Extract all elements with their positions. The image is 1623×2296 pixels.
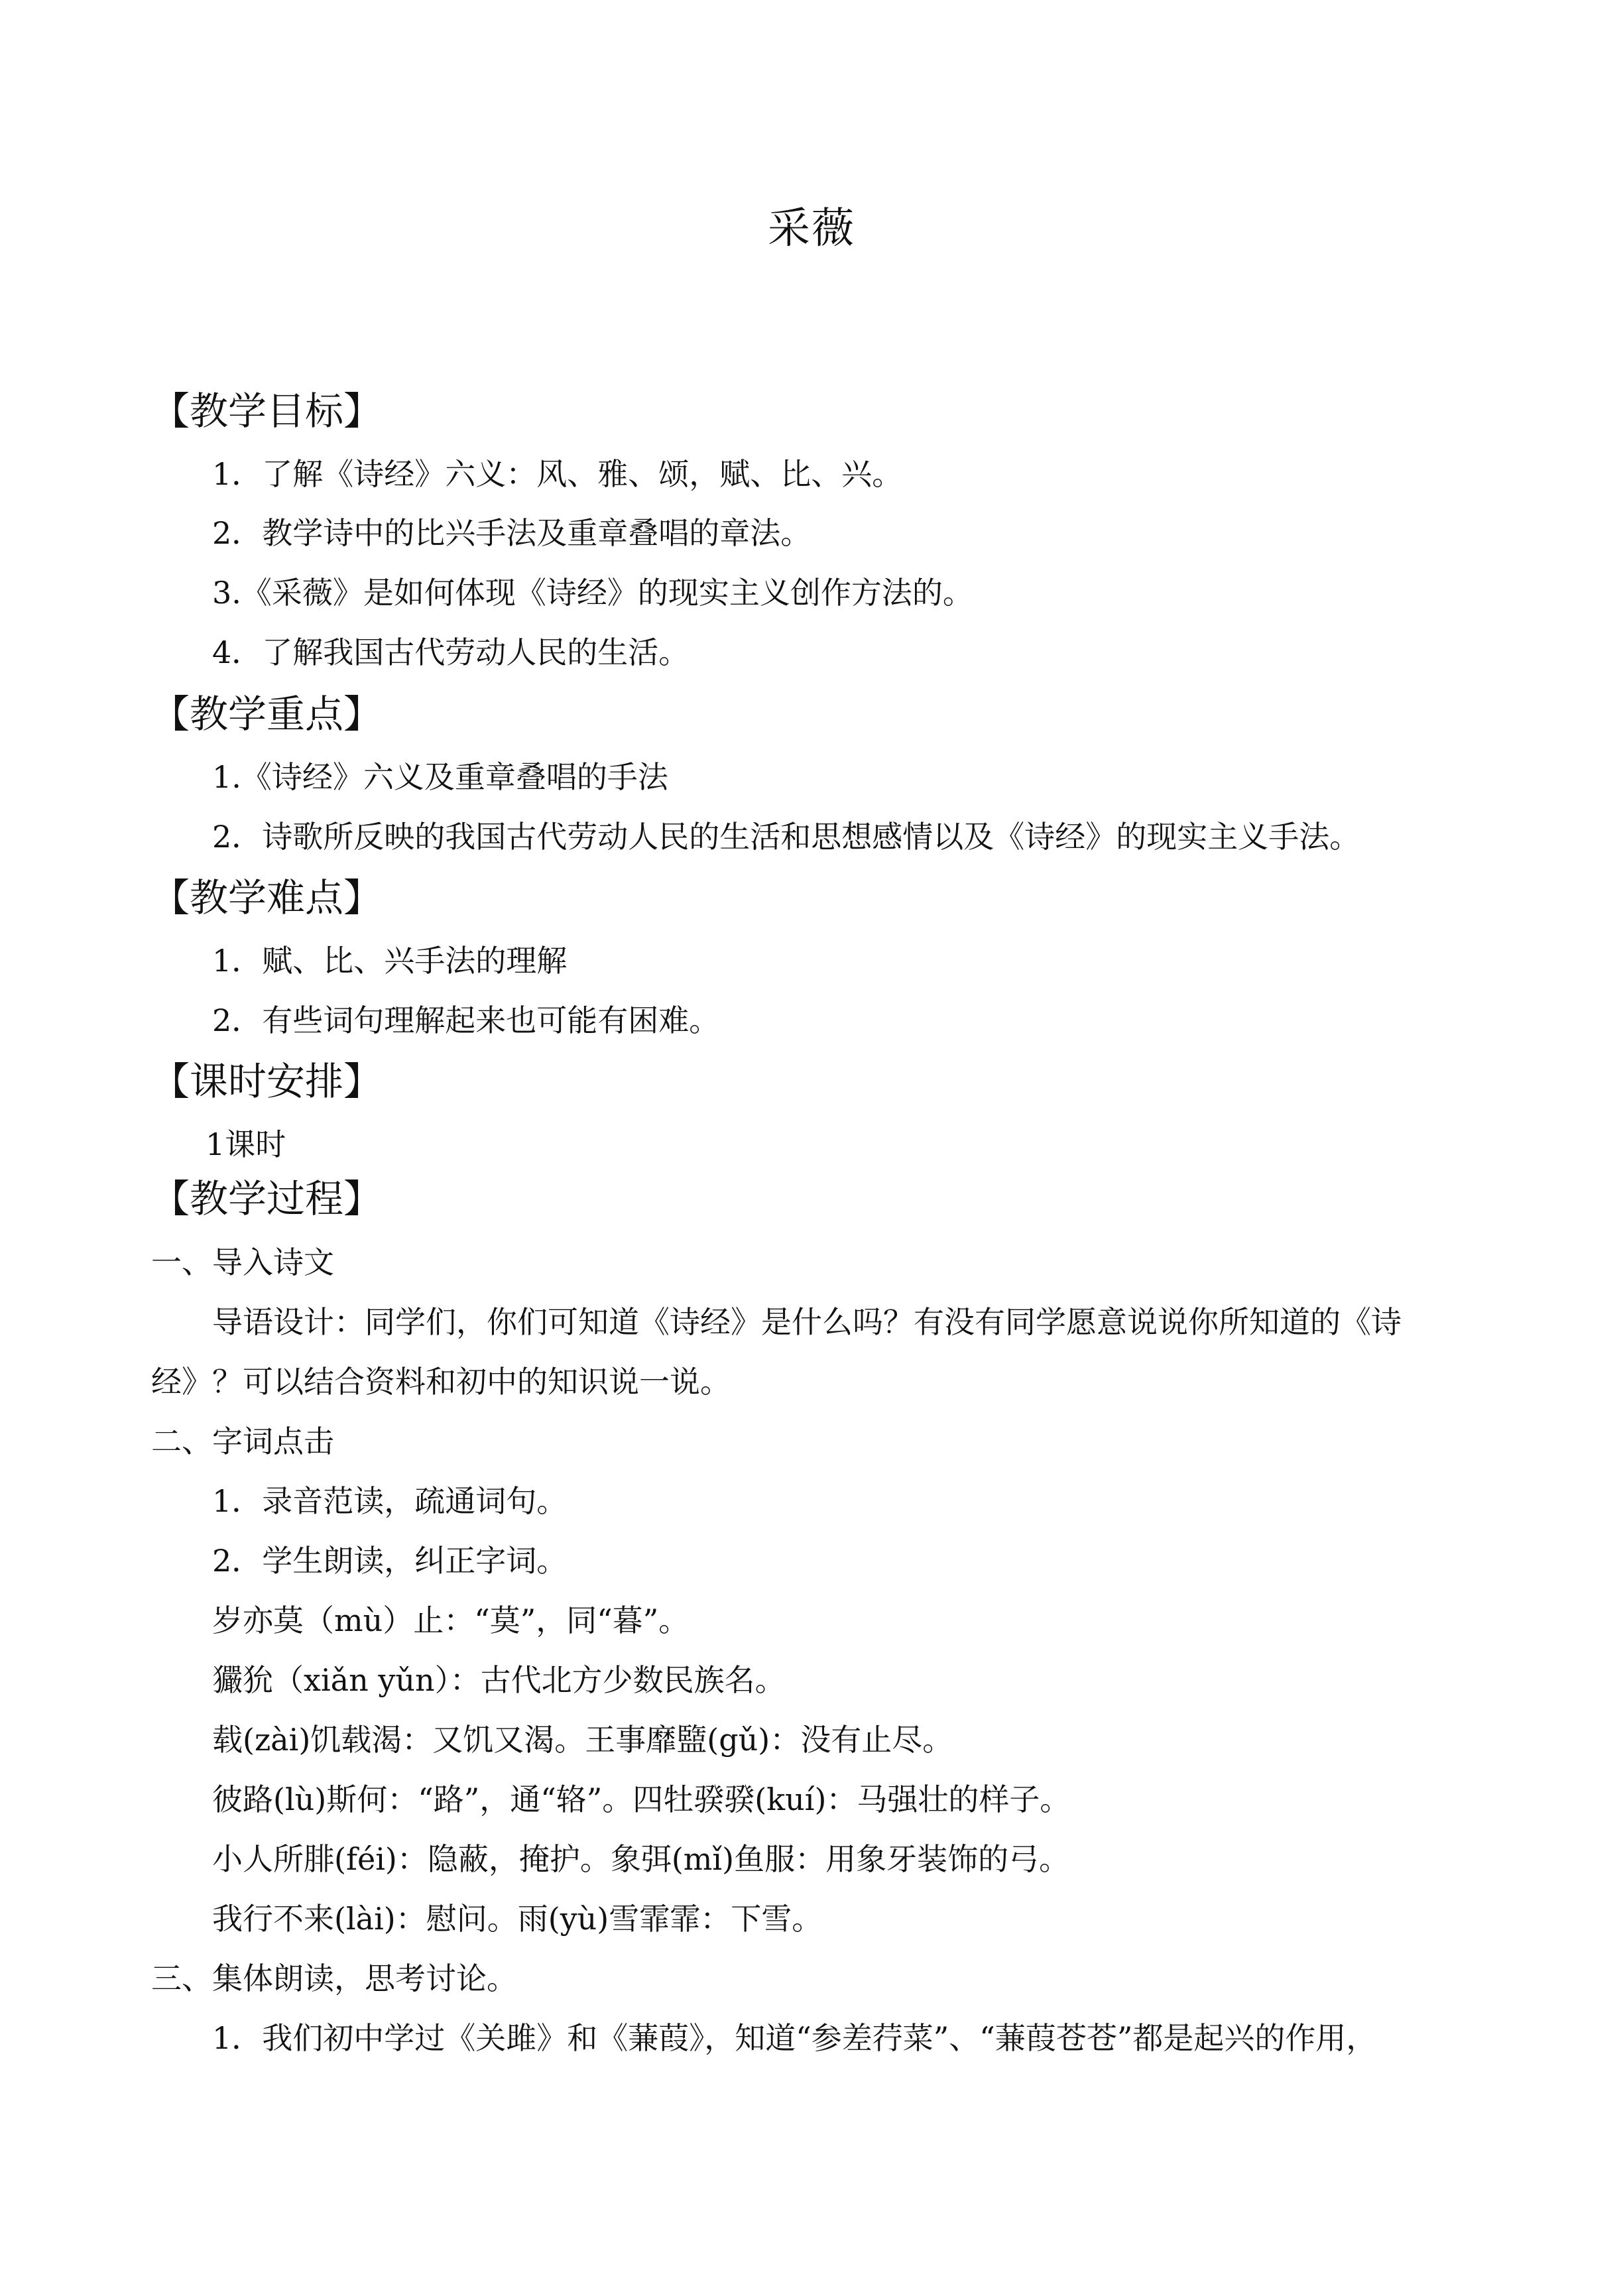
section-1-paragraph-line-1: 导语设计：同学们，你们可知道《诗经》是什么吗？有没有同学愿意说说你所知道的《诗 (212, 1304, 1402, 1340)
schedule-text: 1课时 (206, 1126, 286, 1162)
vocab-line: 玁狁（xiǎn yǔn）：古代北方少数民族名。 (212, 1662, 786, 1698)
difficulty-2: 2．有些词句理解起来也可能有困难。 (212, 1002, 720, 1038)
heading-teaching-process: 【教学过程】 (151, 1176, 383, 1221)
section-3-title: 三、集体朗读，思考讨论。 (151, 1961, 517, 1996)
vocab-line: 小人所腓(féi)：隐蔽，掩护。象弭(mǐ)鱼服：用象牙装饰的弓。 (212, 1841, 1070, 1877)
document-title: 采薇 (768, 204, 855, 253)
goal-item-1: 1．了解《诗经》六义：风、雅、颂，赋、比、兴。 (212, 456, 903, 492)
section-2-item: 1．录音范读，疏通词句。 (212, 1483, 568, 1519)
key-point-2: 2．诗歌所反映的我国古代劳动人民的生活和思想感情以及《诗经》的现实主义手法。 (212, 819, 1360, 855)
vocab-line: 彼路(lù)斯何：“路”，通“辂”。四牡骙骙(kuí)：马强壮的样子。 (212, 1782, 1071, 1817)
vocab-line: 岁亦莫（mù）止：“莫”，同“暮”。 (212, 1602, 690, 1638)
vocab-line: 载(zài)饥载渴：又饥又渴。王事靡盬(gǔ)：没有止尽。 (212, 1722, 953, 1758)
section-2-title: 二、字词点击 (151, 1423, 334, 1459)
difficulty-1: 1．赋、比、兴手法的理解 (212, 943, 568, 979)
key-point-1: 1.《诗经》六义及重章叠唱的手法 (212, 759, 668, 795)
goal-item-3: 3.《采薇》是如何体现《诗经》的现实主义创作方法的。 (212, 575, 973, 611)
heading-teaching-goals: 【教学目标】 (151, 389, 383, 434)
section-1-paragraph-line-2: 经》？可以结合资料和初中的知识说一说。 (151, 1364, 731, 1400)
section-1-title: 一、导入诗文 (151, 1244, 334, 1280)
vocab-line: 我行不来(lài)：慰问。雨(yù)雪霏霏：下雪。 (212, 1901, 823, 1937)
goal-item-4: 4．了解我国古代劳动人民的生活。 (212, 634, 690, 670)
heading-key-points: 【教学重点】 (151, 692, 383, 737)
heading-schedule: 【课时安排】 (151, 1059, 383, 1104)
goal-item-2: 2．教学诗中的比兴手法及重章叠唱的章法。 (212, 515, 812, 551)
heading-difficulties: 【教学难点】 (151, 875, 383, 920)
section-3-item-1: 1．我们初中学过《关雎》和《蒹葭》，知道“参差荇菜”、“蒹葭苍苍”都是起兴的作用， (212, 2020, 1377, 2056)
section-2-item: 2．学生朗读，纠正字词。 (212, 1543, 568, 1579)
